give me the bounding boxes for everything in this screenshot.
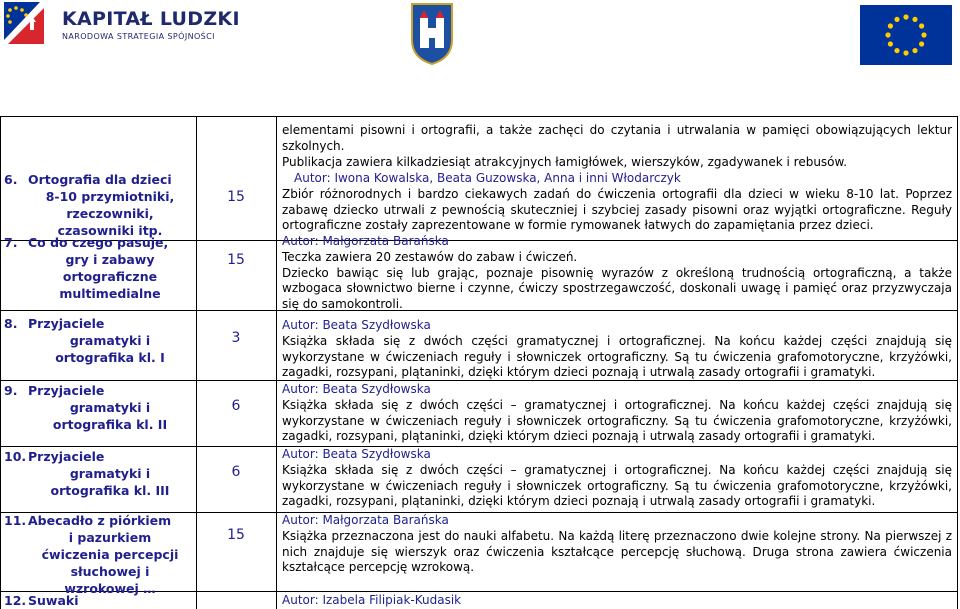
flag-star xyxy=(894,48,899,53)
row-title xyxy=(4,171,192,239)
table-border xyxy=(0,116,1,609)
author-text: Autor: Iwona Kowalska, Beata Guzowska, Anna i inni Włodarczyk xyxy=(294,171,681,185)
row-title xyxy=(4,512,192,597)
flag-star xyxy=(894,17,899,22)
description-text: Książka składa się z dwóch części gramatycznej i ortograficznej. Na końcu każdej części znajdują się wykorzystane w ćwiczeniach reguły i słowniczek ortograficzny. Są tu ćwiczenia grafomotoryczne, krzyżówki, zagadki, rozsypani, plątaninki, dzięki którym dzieci poznają i utrwalą zasady ortografii i gramatyki. xyxy=(282,333,952,380)
row-description xyxy=(282,171,952,234)
flag-star xyxy=(885,32,890,37)
flag-star xyxy=(919,23,924,28)
flag-star xyxy=(919,41,924,46)
flag-star xyxy=(912,48,917,53)
row-number: 9. xyxy=(4,383,18,398)
table-col-divider xyxy=(196,116,197,609)
flag-star xyxy=(903,50,908,55)
author-text: Autor: Beata Szydłowska xyxy=(282,382,431,396)
quantity: 3 xyxy=(231,330,241,346)
title-line: gramatyki i xyxy=(69,400,151,415)
description-text: Publikacja zawiera kilkadziesiąt atrakcyjnych łamigłówek, wierszyków, zgadywanek i rebusów. xyxy=(282,154,848,169)
row-description xyxy=(282,318,952,381)
title-line: multimedialne xyxy=(59,286,161,301)
title-line: ortografika kl. I xyxy=(55,350,165,365)
flag-star xyxy=(903,14,908,19)
title-line: czasowniki itp. xyxy=(57,223,163,238)
title-line: rzeczowniki, xyxy=(66,206,154,221)
title-line: wzrokowej … xyxy=(64,581,156,596)
author-text: Autor: Beata Szydłowska xyxy=(282,318,431,332)
row-number: 6. xyxy=(4,172,18,187)
eu-flag-icon xyxy=(860,5,952,65)
quantity: 6 xyxy=(231,398,241,414)
title-line: Przyjaciele xyxy=(28,383,105,398)
row-title xyxy=(4,592,192,609)
description-text: elementami pisowni i ortografii, a także zachęci do czytania i utrwalania w pamięci obowiązujących lektur szkolnych. xyxy=(282,123,952,153)
table-col-divider xyxy=(276,116,277,609)
quantity: 6 xyxy=(231,464,241,480)
title-line: gry i zabawy xyxy=(65,252,155,267)
row-title xyxy=(4,315,192,366)
title-line: Abecadło z piórkiem xyxy=(28,513,172,528)
title-line: Ortografia dla dzieci xyxy=(28,172,172,187)
row-description xyxy=(282,123,952,170)
title-line: i pazurkiem xyxy=(68,530,152,545)
table-border xyxy=(957,116,958,609)
description-text: Dziecko bawiąc się lub grając, poznaje pisownię wyrazów z określoną trudnością ortograficzną, a także wzbogaca słownictwo bierne i czynne, ćwiczy spostrzegawczość, doskonali uwagę i pamięć oraz przyzwyczaja się do samokontroli. xyxy=(282,265,952,312)
description-text: Książka składa się z dwóch części – gramatycznej i ortograficznej. Na końcu każdej części znajdują się wykorzystane w ćwiczeniach reguły i słowniczek ortograficzny. Są tu ćwiczenia grafomotoryczne, krzyżówki, zagadki, rozsypani, plątaninki, dzięki którym dzieci poznają i utrwalą zasady ortografii i gramatyki. xyxy=(282,397,952,444)
flag-star xyxy=(912,17,917,22)
author-text: Autor: Beata Szydłowska xyxy=(282,447,431,461)
author-text: Autor: Małgorzata Barańska xyxy=(282,234,449,248)
title-line: Przyjaciele xyxy=(28,449,105,464)
page-header xyxy=(0,0,960,72)
title-line: Co do czego pasuje, xyxy=(28,235,169,250)
title-line: ortografika kl. II xyxy=(52,417,168,432)
title-line: słuchowej i xyxy=(70,564,150,579)
author-text: Autor: Małgorzata Barańska xyxy=(282,513,449,527)
title-line: 8-10 przymiotniki, xyxy=(45,189,175,204)
title-line: gramatyki i xyxy=(69,333,151,348)
eu-human-capital-logo xyxy=(0,0,48,60)
brand-text xyxy=(62,8,240,41)
row-description xyxy=(282,593,952,609)
title-line: ortograficzne xyxy=(62,269,158,284)
flag-star xyxy=(888,23,893,28)
description-text: Zbiór różnorodnych i bardzo ciekawych zadań do ćwiczenia ortografii dla dzieci w wieku 8-10 lat. Poprzez zabawę dziecko utrwali z pewnością skuteczniej i szybciej zasady pisowni oraz wyjątki ortograficzne. Reguły ortograficzne zostały zaprezentowane w formie rymowanek łatwych do zapamiętania przez dzieci. xyxy=(282,186,952,233)
title-line: Przyjaciele xyxy=(28,316,105,331)
title-line: ćwiczenia percepcji xyxy=(41,547,179,562)
description-text: Książka przeznaczona jest do nauki alfabetu. Na każdą literę przeznaczono dwie kolejne strony. Na pierwszej z nich znajduje się wierszyk oraz ćwiczenia kształcące percepcję słuchową. Druga strona zawiera ćwiczenia kształcące percepcję wzrokową. xyxy=(282,528,952,575)
catalog-table xyxy=(0,116,960,609)
row-number: 11. xyxy=(4,513,27,528)
table-border xyxy=(0,116,958,117)
brand-title: KAPITAŁ LUDZKI xyxy=(62,8,240,30)
row-title xyxy=(4,382,192,433)
title-line: Suwaki xyxy=(28,593,79,608)
row-description xyxy=(282,447,952,510)
row-number: 12. xyxy=(4,593,27,608)
row-description xyxy=(282,234,952,313)
quantity: 15 xyxy=(227,189,245,205)
quantity: 15 xyxy=(227,252,245,268)
row-title xyxy=(4,448,192,499)
row-number: 8. xyxy=(4,316,18,331)
flag-star xyxy=(888,41,893,46)
row-title xyxy=(4,234,192,302)
description-text: Książka składa się z dwóch części – gramatycznej i ortograficznej. Na końcu każdej części znajdują się wykorzystane w ćwiczeniach reguły i słowniczek ortograficzny. Są tu ćwiczenia grafomotoryczne, krzyżówki, zagadki, rozsypani, plątaninki, dzięki którym dzieci poznają i utrwalą zasady ortografii i gramatyki. xyxy=(282,462,952,509)
flag-star xyxy=(921,32,926,37)
town-crest-icon xyxy=(408,0,456,66)
row-description xyxy=(282,513,952,576)
quantity: 15 xyxy=(227,527,245,543)
author-text: Autor: Izabela Filipiak-Kudasik xyxy=(282,593,462,607)
brand-subtitle: NARODOWA STRATEGIA SPÓJNOŚCI xyxy=(62,32,215,41)
row-number: 7. xyxy=(4,235,18,250)
row-number: 10. xyxy=(4,449,27,464)
subtitle-text: Teczka zawiera 20 zestawów do zabaw i ćwiczeń. xyxy=(282,249,578,264)
title-line: ortografika kl. III xyxy=(50,483,170,498)
title-line: gramatyki i xyxy=(69,466,151,481)
row-description xyxy=(282,382,952,445)
